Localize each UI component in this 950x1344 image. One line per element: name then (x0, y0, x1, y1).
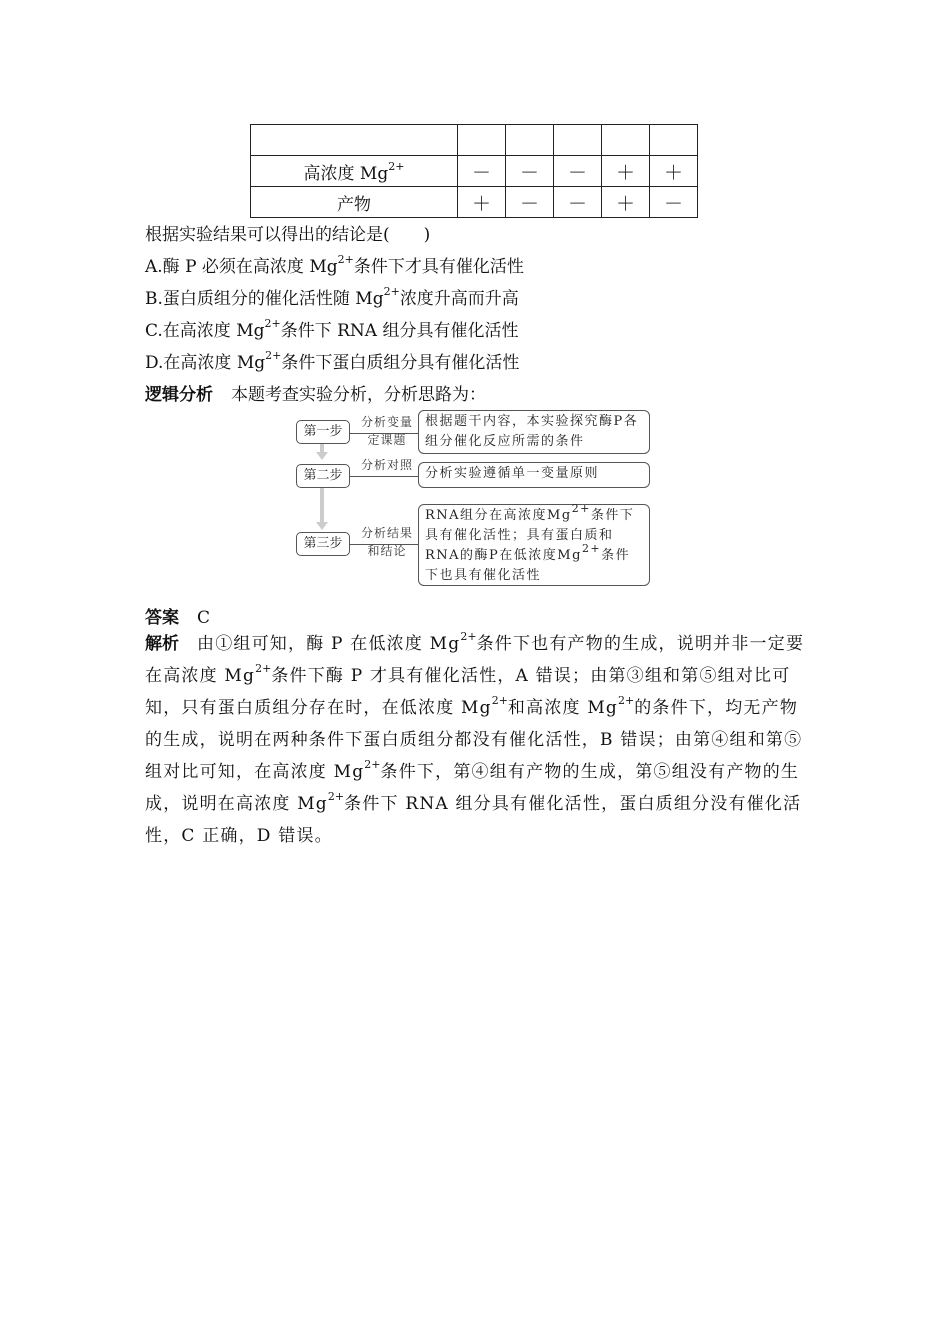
step-3-badge: 第三步 (296, 532, 350, 556)
table-cell: ＋ (650, 156, 698, 187)
down-arrow-icon (316, 522, 328, 530)
step-3-box (418, 501, 650, 586)
result-table (250, 124, 698, 218)
option-text: A.酶 P 必须在高浓度 Mg (145, 257, 338, 277)
step-2-label: 分析对照 (360, 458, 413, 472)
table-cell: － (506, 156, 554, 187)
logic-text: 本题考查实验分析，分析思路为： (231, 385, 486, 405)
box-text: 条件下具有催化活性；具有蛋白质和RNA的酶P在低浓度Mg (425, 508, 635, 563)
connector-line (350, 476, 418, 477)
option-text: D.在高浓度 Mg (145, 353, 266, 373)
answer (145, 603, 210, 628)
option-text: B.蛋白质组分的催化活性随 Mg (145, 289, 384, 309)
superscript: 2+ (491, 694, 508, 708)
table-row (251, 187, 698, 218)
superscript: 2+ (255, 662, 272, 676)
table-cell: ＋ (602, 156, 650, 187)
table-cell: － (554, 156, 602, 187)
analysis-text: 条件下 RNA 组分具有催化活性，蛋白质组分没有催化活性，C 正确，D 错误。 (145, 794, 802, 846)
analysis-paragraph (145, 628, 807, 852)
option-text: 条件下 RNA 组分具有催化活性 (280, 321, 519, 341)
label-line: 分析变量 (360, 415, 413, 429)
box-text: RNA组分在高浓度Mg (425, 508, 572, 523)
superscript: 2+ (388, 159, 405, 173)
box-text: 条件下也具有催化活性 (425, 548, 631, 583)
superscript: 2+ (337, 253, 354, 267)
superscript: 2+ (571, 501, 591, 515)
table-cell (506, 125, 554, 156)
analysis-text: 条件下也有产物的生成，说明并非一定要在高浓度 Mg (145, 634, 805, 686)
step-1-box: 根据题干内容，本实验探究酶P各组分催化反应所需的条件 (418, 410, 650, 454)
table-cell (251, 125, 458, 156)
option-b (145, 284, 519, 309)
analysis-title: 解析 (145, 634, 179, 654)
label-line: 和结论 (367, 544, 407, 558)
answer-value: C (197, 608, 211, 628)
answer-title: 答案 (145, 608, 179, 628)
arrow-shaft (320, 488, 324, 524)
table-cell: － (458, 156, 506, 187)
superscript: 2+ (618, 694, 635, 708)
label-line: 分析结果 (360, 526, 413, 540)
option-d (145, 348, 519, 373)
logic-title: 逻辑分析 (145, 385, 213, 405)
row-label-text: 高浓度 Mg (303, 163, 389, 184)
table-row (251, 156, 698, 187)
superscript: 2+ (327, 790, 345, 804)
table-cell (602, 125, 650, 156)
step-2-box: 分析实验遵循单一变量原则 (418, 462, 650, 488)
flow-diagram (290, 406, 670, 596)
option-text: 条件下才具有催化活性 (353, 257, 524, 277)
table-row-label (251, 156, 458, 187)
table-cell: ＋ (602, 187, 650, 218)
option-text: C.在高浓度 Mg (145, 321, 265, 341)
analysis-text: 的条件下，均无产物的生成，说明在两种条件下蛋白质组分都没有催化活性，B 错误；由第④组和第⑤组对比可知，在高浓度 Mg (145, 698, 803, 782)
analysis-text: 由①组可知，酶 P 在低浓度 Mg (197, 634, 461, 654)
down-arrow-icon (316, 452, 328, 460)
table-cell (650, 125, 698, 156)
table-row (251, 125, 698, 156)
table-cell: － (554, 187, 602, 218)
step-3-label (356, 524, 418, 560)
table-cell: － (650, 187, 698, 218)
superscript: 2+ (264, 317, 281, 331)
step-1-badge: 第一步 (296, 420, 350, 444)
analysis-text: 条件下，第④组有产物的生成，第⑤组没有产物的生成，说明在高浓度 Mg (145, 762, 800, 814)
step-2-badge: 第二步 (296, 464, 350, 488)
table-row-label: 产物 (251, 187, 458, 218)
option-text: 浓度升高而升高 (399, 289, 519, 309)
question-stem: 根据实验结果可以得出的结论是( ) (145, 225, 431, 245)
table-cell: － (506, 187, 554, 218)
option-c (145, 316, 518, 341)
analysis-text: 和高浓度 Mg (507, 698, 619, 718)
superscript: 2+ (383, 285, 400, 299)
superscript: 2+ (581, 541, 602, 555)
table-cell (554, 125, 602, 156)
label-line: 定课题 (367, 433, 407, 447)
step-1-label (356, 413, 418, 449)
superscript: 2+ (265, 349, 282, 363)
superscript: 2+ (460, 630, 477, 644)
option-a (145, 252, 524, 277)
analysis-text: 条件下酶 P 才具有催化活性，A 错误；由第③组和第⑤组对比可知，只有蛋白质组分存在时，在低浓度 Mg (145, 666, 791, 718)
logic-analysis (145, 380, 486, 405)
option-text: 条件下蛋白质组分具有催化活性 (281, 353, 520, 373)
table-cell: ＋ (458, 187, 506, 218)
superscript: 2+ (364, 758, 381, 772)
table-cell (458, 125, 506, 156)
